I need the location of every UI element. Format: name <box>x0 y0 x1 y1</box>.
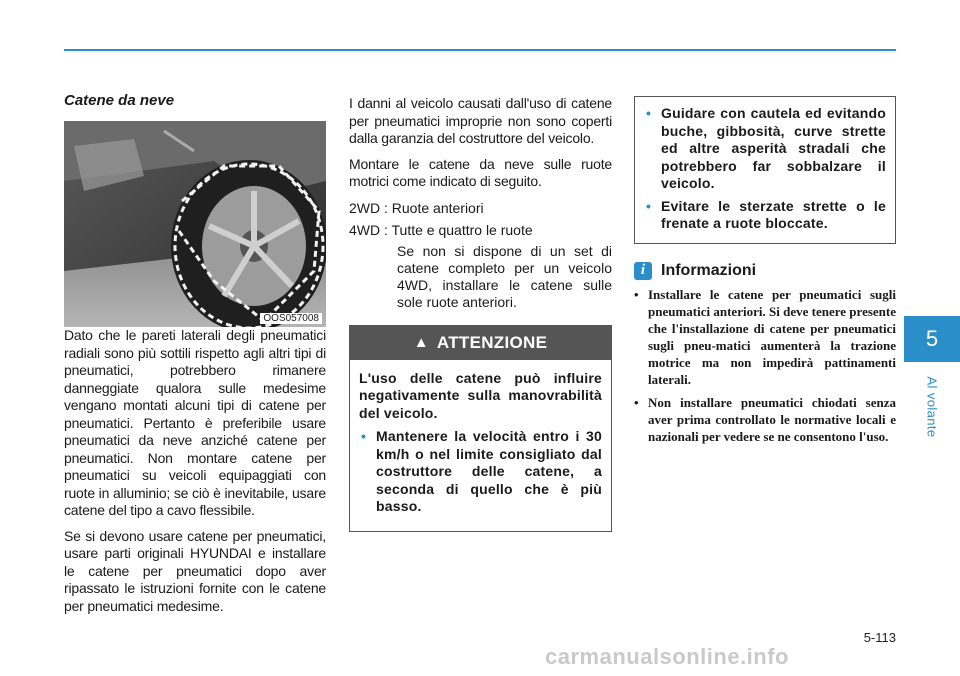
car-wheel-snow-chain-illustration <box>64 121 326 327</box>
column-2 <box>349 92 612 532</box>
bullet-dot-icon: • <box>646 105 652 121</box>
chapter-title: Al volante <box>924 376 940 438</box>
info-title: Informazioni <box>661 261 757 279</box>
chapter-tab: 5 <box>904 316 960 362</box>
snow-chain-photo <box>64 121 326 327</box>
bullet-dot-icon: • <box>634 286 639 302</box>
bullet-dot-icon: • <box>634 394 639 410</box>
column-1 <box>64 92 326 623</box>
warning-bullet <box>644 198 886 233</box>
info-icon: i <box>634 262 652 280</box>
page-number: 5-113 <box>863 630 896 645</box>
info-item-text: Installare le catene per pneumatici sugli pneumatici anteriori. Si deve tenere presente che l'installazione di catene per pneumatici sugli pneu-matici aumenterà la trazione motrice ma non impedirà pattinamenti laterali. <box>648 286 896 387</box>
column-3 <box>634 96 896 451</box>
paragraph-drive-wheels: Montare le catene da neve sulle ruote motrici come indicato di seguito. <box>349 155 612 189</box>
bullet-dot-icon: • <box>361 428 367 444</box>
warning-bullet <box>359 428 602 516</box>
bullet-dot-icon: • <box>646 197 652 214</box>
info-item <box>634 286 896 388</box>
warning-box <box>349 325 612 532</box>
warning-bullet-text: Guidare con cautela ed evitando buche, gibbosità, curve strette ed altre asperità stradali che potrebbero far sobbalzare il veicolo. <box>661 105 886 191</box>
warning-header <box>350 326 611 360</box>
info-item-text: Non installare pneumatici chiodati senza aver prima controllato le normative locali e nazionali per vedere se ne consentono l'uso. <box>648 394 896 444</box>
drive-4wd-note: Se non si dispone di un set di catene completo per un veicolo 4WD, installare le catene sulle sole ruote anteriori. <box>397 242 612 310</box>
paragraph-warranty: I danni al veicolo causati dall'uso di catene per pneumatici improprie non sono coperti dalla garanzia del costruttore del veicolo. <box>349 95 612 146</box>
warning-bullet <box>644 105 886 193</box>
paragraph-radial-tires: Dato che le pareti laterali degli pneumatici radiali sono più sottili rispetto agli altri tipi di pneumatici, potrebbero rimanere danneggiate qualora sulle medesime vengano montati alcuni tipi di catene per pneumatici. Pertanto è preferibile usare pneumatici da neve anziché catene per pneumatici. Non montare catene per pneumatici su veicoli equipaggiati con ruote in alluminio; se ciò è inevitabile, usare catene del tipo a cavo flessibile. <box>64 327 326 518</box>
warning-intro: L'uso delle catene può influire negativamente sulla manovrabilità del veicolo. <box>359 369 602 421</box>
paragraph-original-parts: Se si devono usare catene per pneumatici, usare parti originali HYUNDAI e installare le catene per pneumatici dopo aver ripassato le istruzioni fornite con le catene per pneumatici medesime. <box>64 527 326 614</box>
warning-box-continued <box>634 96 896 244</box>
section-title: Catene da neve <box>64 92 175 109</box>
drive-2wd: 2WD : Ruote anteriori <box>349 199 484 216</box>
drive-4wd: 4WD : Tutte e quattro le ruote <box>349 221 533 238</box>
watermark: carmanualsonline.info <box>545 644 789 669</box>
info-item <box>634 394 896 445</box>
info-heading <box>634 262 896 280</box>
warning-content <box>350 360 611 531</box>
chapter-title-vertical <box>906 372 958 442</box>
warning-bullet-text: Mantenere la velocità entro i 30 km/h o nel limite consigliato dal costruttore delle catene, a seconda di quello che è più basso. <box>376 428 602 514</box>
image-code: OOS057008 <box>260 313 322 324</box>
warning-title: ATTENZIONE <box>436 332 548 352</box>
header-rule <box>64 49 896 51</box>
warning-bullet-text: Evitare le sterzate strette o le frenate a ruote bloccate. <box>661 197 886 231</box>
warning-triangle-icon: ▲ <box>413 334 429 351</box>
